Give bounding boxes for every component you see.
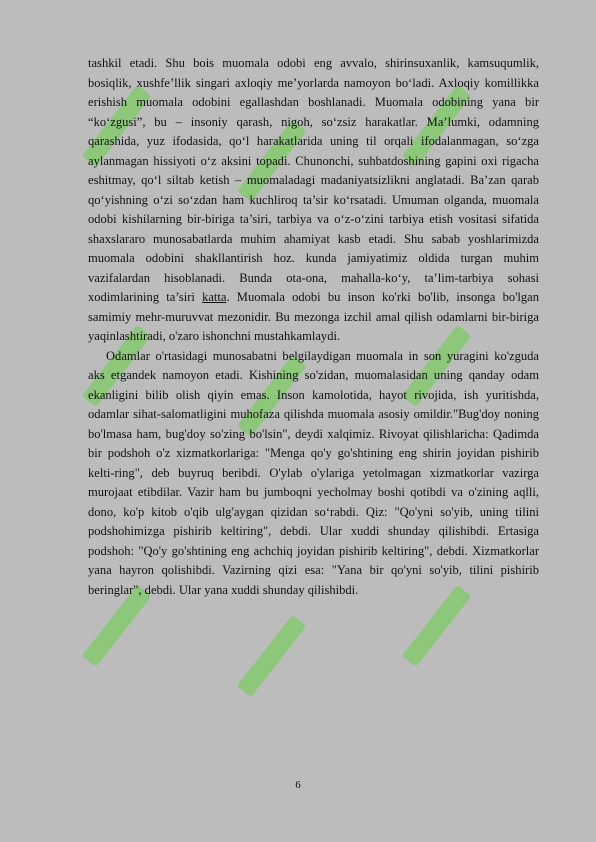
paragraph bbox=[88, 54, 539, 347]
paragraph-text: . Muomala odobi bu inson ko'rki bo'lib, insonga bo'lgan samimiy mehr-muruvvat mezonidir. Bu mezonga izchil amal qilish odamlarni bir-biriga yaqinlashtiradi, o'zaro ishonchni mustahkamlaydi. bbox=[88, 290, 539, 343]
paragraph-text: tashkil etadi. Shu bois muomala odobi eng avvalo, shirinsuxanlik, kamsuqumlik, bosiqlik, xushfe’llik singari axloqiy me’yorlarda namoyon bo‘ladi. Axloqiy komillikka erishish muomala odobini egallashdan boshlanadi. Muomala odobining yana bir “ko‘zgusi”, bu – insoniy qarash, nigoh, so‘zsiz harakatlar. Ma’lumki, odamning qarashida, yuz ifodasida, qo‘l harakatlarida uning til orqali ifodalanmagan, so‘zga aylanmagan hissiyoti o‘z aksini topadi. Chunonchi, suhbatdoshining gapini oxi rigacha eshitmay, qo‘l siltab ketish – muomaladagi madaniyatsizlikni anglatadi. Ba’zan qarab qo‘yishning o‘zi so‘zdan ham kuchliroq ta’sir ko‘rsatadi. Umuman olganda, muomala odobi kishilarning bir-biriga ta’siri, tarbiya va o‘z-o‘zini tarbiya etish vositasi sifatida shaxslararo munosabatlarda muhim ahamiyat kasb etadi. Shu sabab yoshlarimizda muomala odobini shakllantirish hoz. kunda jamiyatimiz oldida turgan muhim vazifalardan hisoblanadi. Bunda ota-ona, mahalla-ko‘y, ta’lim-tarbiya sohasi xodimlarining ta’siri bbox=[88, 56, 539, 304]
paragraph: Odamlar o'rtasidagi munosabatni belgilaydigan muomala in son yuragini ko'zguda aks etgandek namoyon etadi. Kishining so'zidan, muomalasidan uning qanday odam ekanligini bilib olish qiyin emas. Inson kamolotida, hayot rivojida, ish yuritishda, odamlar sihat-salomatligini muhofaza qilishda muomala asosiy omildir."Bug'doy noning bo'lmasa ham, bug'doy so'zing bo'lsin", deydi xalqimiz. Rivoyat qilishlaricha: Qadimda bir podshoh o'z xizmatkorlariga: "Menga qo'y go'shtining eng shirin joyidan pishirib kelti-ring", deb buyruq beribdi. O'ylab o'ylariga yetolmagan xizmatkorlar vazirga murojaat etibdilar. Vazir ham bu jumboqni yecholmay boshi qotibdi va o'zining aqlli, dono, ko'p kitob o'qib ulg'aygan qizidan so‘rabdi. Qiz: "Qo'yni so'yib, uning tilini podshohimizga pishirib keltiring", debdi. Ular xuddi shunday qilishibdi. Ertasiga podshoh: "Qo'y go'shtining eng achchiq joyidan pishirib keltiring", debdi. Xizmatkorlar yana hayron qolishibdi. Vazirning qizi esa: "Yana bir qo'yni so'yib, tilini pishirib beringlar", debdi. Ular yana xuddi shunday qilishibdi. bbox=[88, 348, 539, 597]
underlined-word-link[interactable]: katta bbox=[202, 290, 227, 304]
watermark bbox=[218, 586, 351, 733]
body-text bbox=[88, 54, 539, 600]
page-number: 6 bbox=[295, 779, 301, 791]
